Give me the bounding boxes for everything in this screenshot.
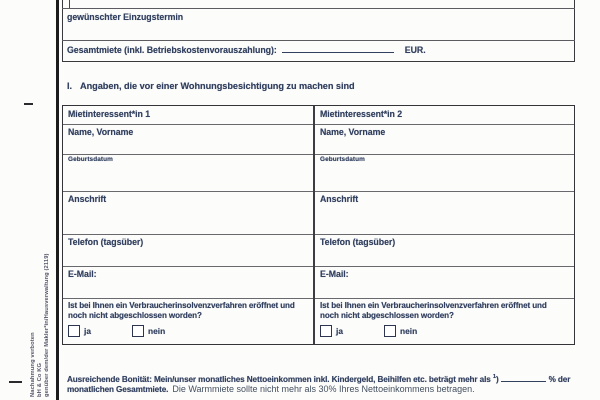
col2-email-label: E-Mail: xyxy=(320,269,349,279)
margin-imprint xyxy=(30,253,51,397)
checkbox-nein-applicant2[interactable] xyxy=(384,325,396,337)
col1-email-label: E-Mail: xyxy=(68,269,97,279)
total-rent-label: Gesamtmiete (inkl. Betriebskostenvorauszahlung): xyxy=(67,45,277,55)
col1-address-label: Anschrift xyxy=(68,194,107,204)
total-rent-blank[interactable] xyxy=(282,44,394,53)
table-row-line xyxy=(63,191,574,192)
imprint-line-1: Nachahmung verboten xyxy=(30,332,36,397)
section-numeral: I. xyxy=(67,81,73,91)
topbox-row-divider-1 xyxy=(62,8,575,9)
table-column-divider xyxy=(313,106,315,344)
col2-name-label: Name, Vorname xyxy=(320,127,386,137)
section-title: Angaben, die vor einer Wohnungsbesichtigung zu machen sind xyxy=(80,81,355,91)
fold-mark-bottom xyxy=(9,381,22,383)
applicants-table xyxy=(62,105,575,345)
col2-address-label: Anschrift xyxy=(320,194,359,204)
checkbox-ja-applicant2[interactable] xyxy=(320,325,332,337)
col2-insolvency-options xyxy=(320,325,417,337)
credit-note-bold-line2: monatlichen Gesamtmiete. xyxy=(67,385,169,394)
checkbox-nein-label: nein xyxy=(400,326,418,336)
col1-name-label: Name, Vorname xyxy=(68,127,134,137)
col1-insolvency-question: Ist bei Ihnen ein Verbraucherinsolvenzverfahren eröffnet und noch nicht abgeschlossen worden? xyxy=(68,301,295,320)
fold-mark-top xyxy=(24,103,33,105)
total-rent-row xyxy=(67,44,426,55)
imprint-line-3: genüber dem/der Makler*in/Hausverwaltung (2119) xyxy=(44,253,50,397)
imprint-line-2: bH & Co KG xyxy=(37,362,43,397)
checkbox-ja-label: ja xyxy=(84,326,91,336)
footnote-mark: 1 xyxy=(492,374,496,380)
credit-note-line2 xyxy=(67,383,475,396)
table-row-line xyxy=(63,234,574,235)
topbox-row-divider-2 xyxy=(62,40,575,41)
col1-birthdate-label: Geburtsdatum xyxy=(68,156,113,163)
checkbox-nein-applicant1[interactable] xyxy=(132,325,144,337)
table-row-line xyxy=(63,266,574,267)
section-heading xyxy=(67,81,355,91)
col1-phone-label: Telefon (tagsüber) xyxy=(68,237,144,247)
checkbox-ja-label: ja xyxy=(336,326,343,336)
page-edge-line xyxy=(56,0,59,400)
checkbox-nein-label: nein xyxy=(148,326,166,336)
move-in-date-label: gewünschter Einzugstermin xyxy=(67,12,184,22)
col2-insolvency-question: Ist bei Ihnen ein Verbraucherinsolvenzverfahren eröffnet und noch nicht abgeschlossen worden? xyxy=(320,301,547,320)
col2-header: Mietinteressent*in 2 xyxy=(320,109,403,119)
currency-label: EUR. xyxy=(404,45,426,55)
footnote-paren: ) xyxy=(495,375,499,384)
warmmiete-note: Die Warmmiete sollte nicht mehr als 30% Ihres Nettoeinkommens betragen. xyxy=(172,384,475,394)
percent-der-label: % der xyxy=(548,375,571,384)
col2-birthdate-label: Geburtsdatum xyxy=(320,156,365,163)
checkbox-ja-applicant1[interactable] xyxy=(68,325,80,337)
credit-note-bold-text: Ausreichende Bonität: Mein/unser monatliches Nettoeinkommen inkl. Kindergeld, Beihilfen etc. beträgt mehr als xyxy=(67,375,491,384)
table-row-line xyxy=(63,298,574,299)
income-percentage-blank[interactable] xyxy=(501,374,546,382)
col1-header: Mietinteressent*in 1 xyxy=(68,109,151,119)
table-row-line xyxy=(63,124,574,125)
col2-phone-label: Telefon (tagsüber) xyxy=(320,237,396,247)
col1-insolvency-options xyxy=(68,325,165,337)
table-row-line xyxy=(63,154,574,155)
